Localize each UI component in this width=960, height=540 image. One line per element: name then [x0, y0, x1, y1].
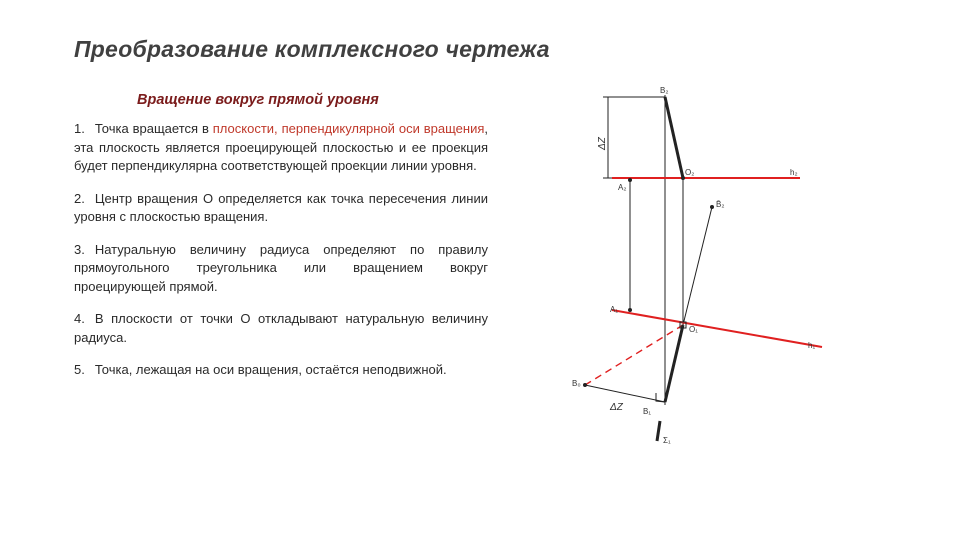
list-item-3: [74, 241, 488, 297]
label-b2: B₂: [660, 86, 669, 95]
label-b1: B₁: [643, 407, 652, 416]
text-column: [74, 120, 488, 394]
label-dz-top: ΔZ: [597, 137, 608, 150]
rotation-diagram: [560, 80, 840, 460]
item-text-post: , эта плоскость является проецирующей плоскостью и ее проекция будет перпендикулярна соответствующей проекции линии уровня.: [74, 121, 488, 173]
segment-b2-o2: [665, 97, 683, 178]
item-number: 1.: [74, 121, 85, 136]
item-number: 5.: [74, 362, 85, 377]
list-item-5: [74, 361, 488, 380]
label-b2-bar: B̄₂: [716, 200, 725, 209]
item-number: 3.: [74, 241, 85, 257]
label-o2: O₂: [685, 168, 695, 177]
point-a1: [628, 308, 632, 312]
label-o1: O₁: [689, 325, 698, 334]
item-text: В плоскости от точки О откладывают натуральную величину радиуса.: [74, 311, 488, 345]
segment-o1-b1: [665, 325, 683, 402]
list-item-2: [74, 190, 488, 227]
axis-stub: [657, 421, 660, 441]
item-number: 2.: [74, 190, 85, 206]
label-dz-bottom: ΔZ: [610, 402, 623, 413]
item-text: Точка, лежащая на оси вращения, остаётся неподвижной.: [94, 362, 447, 377]
list-item-1: [74, 120, 488, 176]
item-text: Центр вращения О определяется как точка пересечения линии уровня с плоскостью вращения.: [74, 190, 488, 224]
list-item-4: [74, 310, 488, 347]
slide-subtitle: Вращение вокруг прямой уровня: [137, 92, 379, 108]
label-a2: A₂: [618, 183, 627, 192]
label-b0: B₀: [572, 379, 581, 388]
label-h1: h₁: [808, 341, 816, 350]
point-b0: [583, 383, 587, 387]
point-a2: [628, 178, 632, 182]
item-text: Натуральную величину радиуса определяют по правилу прямоугольного треугольника или вращением вокруг проецирующей прямой.: [74, 241, 488, 294]
label-z1: Σ₁: [663, 436, 671, 445]
label-a1: A₁: [610, 305, 619, 314]
triangle-hypotenuse: [585, 385, 665, 402]
item-text-pre: Точка вращается в: [94, 121, 213, 136]
point-b2-bar: [710, 205, 714, 209]
rotated-radius: [683, 207, 712, 325]
item-number: 4.: [74, 311, 85, 326]
h1-line: [612, 310, 822, 347]
label-h2: h₂: [790, 168, 798, 177]
slide-title: Преобразование комплексного чертежа: [74, 36, 550, 62]
item-text-highlight: плоскости, перпендикулярной оси вращения: [212, 121, 485, 136]
dashed-radius: [585, 325, 683, 385]
